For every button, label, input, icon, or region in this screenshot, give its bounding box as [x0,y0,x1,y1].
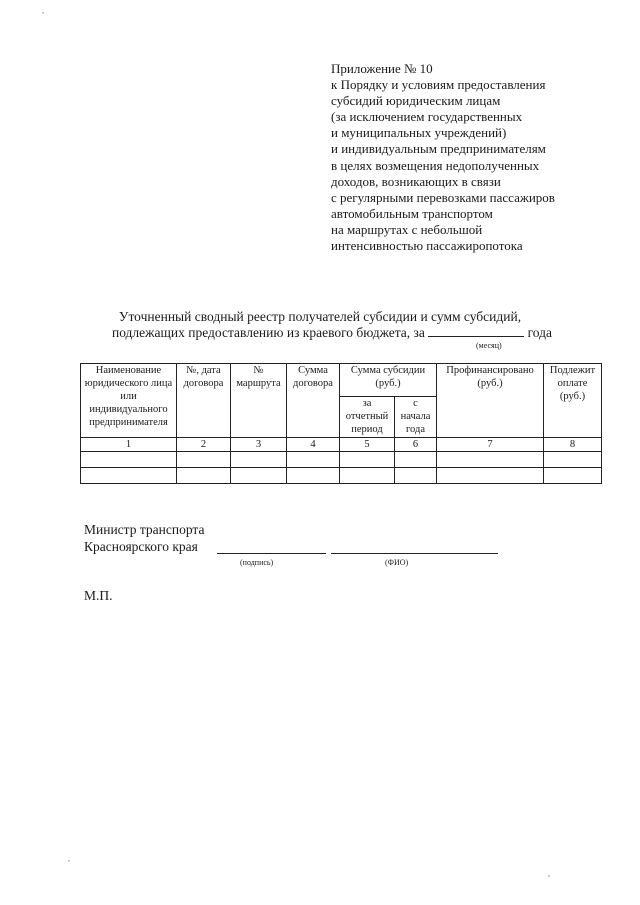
column-number: 6 [395,438,437,452]
table-row [81,452,602,468]
table-cell [437,452,544,468]
appendix-line: субсидий юридическим лицам [331,93,501,109]
appendix-line: с регулярными перевозками пассажиров [331,189,555,205]
signature-caption: (подпись) [240,558,274,567]
header-contract: №, дата договора [177,364,231,438]
appendix-header [331,61,631,254]
column-number: 8 [544,438,602,452]
scan-speck [42,12,44,14]
table-cell [287,452,340,468]
header-period: за отчетный период [340,397,395,438]
column-number: 1 [81,438,177,452]
appendix-line: автомобильным транспортом [331,205,493,221]
appendix-line: интенсивностью пассажиропотока [331,238,523,254]
column-number: 4 [287,438,340,452]
signature-region: Красноярского края [84,539,198,554]
document-title: Уточненный сводный реестр получателей субсидии и сумм субсидий, [118,309,522,324]
table-cell [544,468,602,484]
header-subsidy-sum: Сумма субсидии (руб.) [340,364,437,397]
table-cell [81,468,177,484]
table-cell [395,452,437,468]
header-name: Наименование юридического лица или индивидуального предпринимателя [81,364,177,438]
table-cell [177,468,231,484]
header-financed: Профинансировано (руб.) [437,364,544,438]
scan-speck [68,860,70,862]
header-contract-sum: Сумма договора [287,364,340,438]
column-number: 7 [437,438,544,452]
name-caption: (ФИО) [385,558,409,567]
table-cell [81,452,177,468]
appendix-line: к Порядку и условиям предоставления [331,77,546,93]
document-subtitle [12,324,640,341]
month-caption: (месяц) [476,341,502,350]
table-cell [395,468,437,484]
column-number: 3 [231,438,287,452]
column-number: 5 [340,438,395,452]
header-year-start: с начала года [395,397,437,438]
table-cell [544,452,602,468]
appendix-line: в целях возмещения недополученных [331,157,540,173]
scan-speck [548,875,550,877]
appendix-line: на маршрутах с небольшой [331,221,483,237]
table-cell [340,452,395,468]
appendix-line: Приложение № 10 [331,61,433,76]
table-cell [231,468,287,484]
register-table [80,363,602,484]
signature-blank-line [217,553,326,554]
stamp-placeholder: М.П. [84,588,113,603]
table-cell [287,468,340,484]
appendix-line: доходов, возникающих в связи [331,173,501,189]
table-cell [437,468,544,484]
subtitle-suffix: года [527,325,553,340]
table-cell [177,452,231,468]
column-number: 2 [177,438,231,452]
header-to-pay: Подлежит оплате (руб.) [544,364,602,438]
table-row [81,438,602,452]
appendix-line: и муниципальных учреждений) [331,125,507,141]
subtitle-prefix: подлежащих предоставлению из краевого бюджета, за [111,325,425,340]
signature-title: Министр транспорта [84,522,205,537]
appendix-line: и индивидуальным предпринимателям [331,141,546,157]
month-blank-line [428,324,524,337]
table-cell [231,452,287,468]
appendix-line: (за исключением государственных [331,109,523,125]
table-row [81,468,602,484]
header-route: № маршрута [231,364,287,438]
name-blank-line [331,553,498,554]
table-cell [340,468,395,484]
